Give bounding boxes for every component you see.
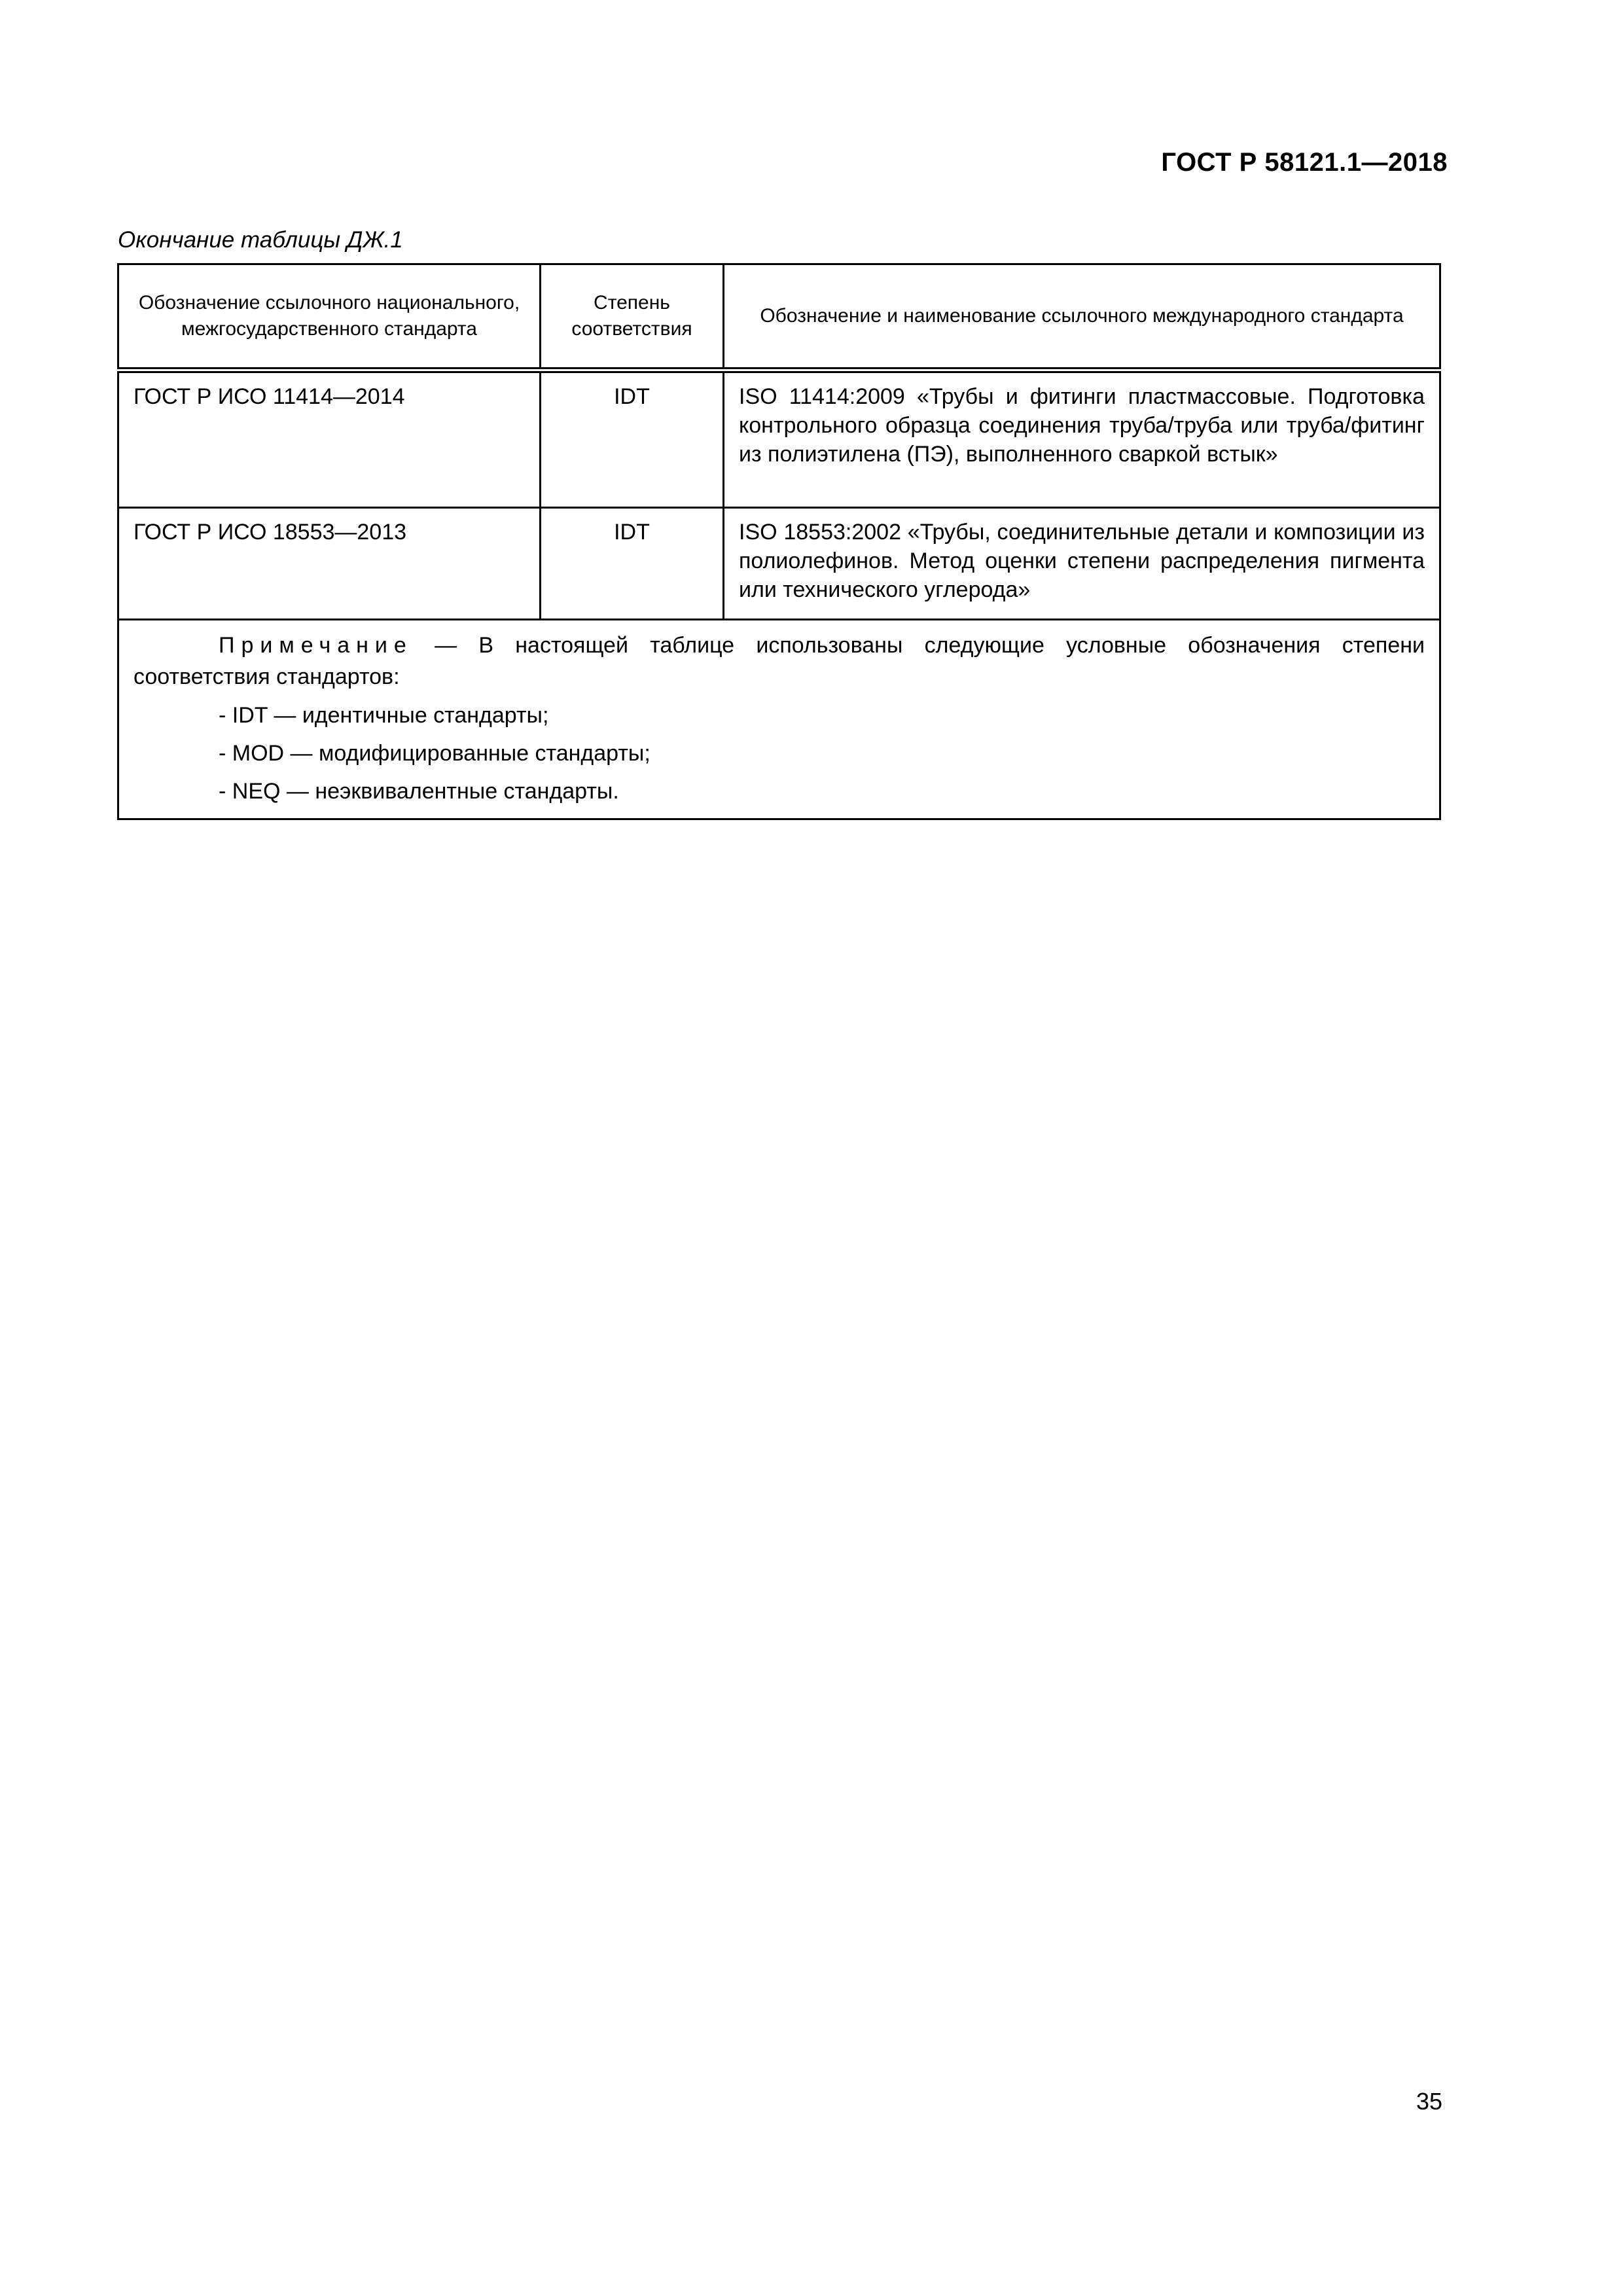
note-list-item: - IDT — идентичные стандарты; [219,703,549,728]
table-note [118,620,1440,819]
column-header-international-standard: Обозначение и наименование ссылочного международного стандарта [724,264,1440,370]
note-paragraph [134,630,1425,692]
column-header-national-standard: Обозначение ссылочного национального, межгосударственного стандарта [118,264,541,370]
cell-degree: IDT [541,508,724,620]
cell-international-standard: ISO 11414:2009 «Трубы и фитинги пластмассовые. Подготовка контрольного образца соединения труба/труба или труба/фитинг из полиэтилена (ПЭ), выполненного сваркой встык» [724,370,1440,508]
cell-international-standard: ISO 18553:2002 «Трубы, соединительные детали и композиции из полиолефинов. Метод оценки степени распределения пигмента или технического углерода» [724,508,1440,620]
note-list-item: - NEQ — неэквивалентные стандарты. [219,779,619,804]
table-note-row [118,620,1440,819]
note-list [134,696,1425,810]
cell-degree: IDT [541,370,724,508]
table-header-row [118,264,1440,370]
note-label: Примечание [219,633,413,658]
table-row [118,370,1440,508]
table-caption: Окончание таблицы ДЖ.1 [118,227,403,253]
column-header-degree: Степень соответствия [541,264,724,370]
table-row [118,508,1440,620]
document-code: ГОСТ Р 58121.1—2018 [1161,148,1448,177]
cell-national-standard: ГОСТ Р ИСО 18553—2013 [118,508,541,620]
reference-standards-table [117,263,1441,820]
note-list-item: - MOD — модифицированные стандарты; [219,741,651,766]
note-text: — В настоящей таблице использованы следующие условные обозначения степени соответствия стандартов: [134,633,1425,689]
page-number: 35 [1416,2088,1442,2115]
cell-national-standard: ГОСТ Р ИСО 11414—2014 [118,370,541,508]
